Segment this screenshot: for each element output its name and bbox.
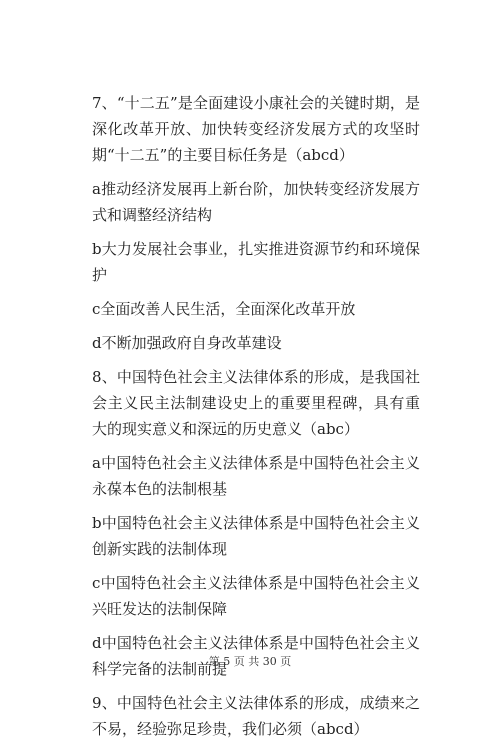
question-8-option-c: c中国特色社会主义法律体系是中国特色社会主义兴旺发达的法制保障 [92, 574, 420, 618]
page-number-label: 第 5 页 共 30 页 [208, 655, 292, 668]
question-7-option-a: a推动经济发展再上新台阶，加快转变经济发展方式和调整经济结构 [92, 180, 420, 224]
question-8: 8、中国特色社会主义法律体系的形成，是我国社会主义民主法制建设史上的重要里程碑，具有重大的现实意义和深远的历史意义（abc） [92, 368, 420, 438]
document-body [92, 90, 420, 742]
question-8-option-a: a中国特色社会主义法律体系是中国特色社会主义永葆本色的法制根基 [92, 454, 420, 498]
question-7-option-b: b大力发展社会事业，扎实推进资源节约和环境保护 [92, 240, 420, 284]
question-8-option-d: d中国特色社会主义法律体系是中国特色社会主义科学完备的法制前提 [92, 634, 420, 678]
question-7-option-c: c全面改善人民生活，全面深化改革开放 [92, 300, 356, 318]
question-7-option-d: d不断加强政府自身改革建设 [92, 334, 282, 352]
page-footer [0, 653, 500, 669]
question-7: 7、“十二五”是全面建设小康社会的关键时期，是深化改革开放、加快转变经济发展方式的攻坚时期“十二五”的主要目标任务是（abcd） [92, 94, 420, 164]
question-8-option-b: b中国特色社会主义法律体系是中国特色社会主义创新实践的法制体现 [92, 514, 420, 558]
question-9: 9、中国特色社会主义法律体系的形成，成绩来之不易，经验弥足珍贵，我们必须（abcd） [92, 694, 420, 738]
